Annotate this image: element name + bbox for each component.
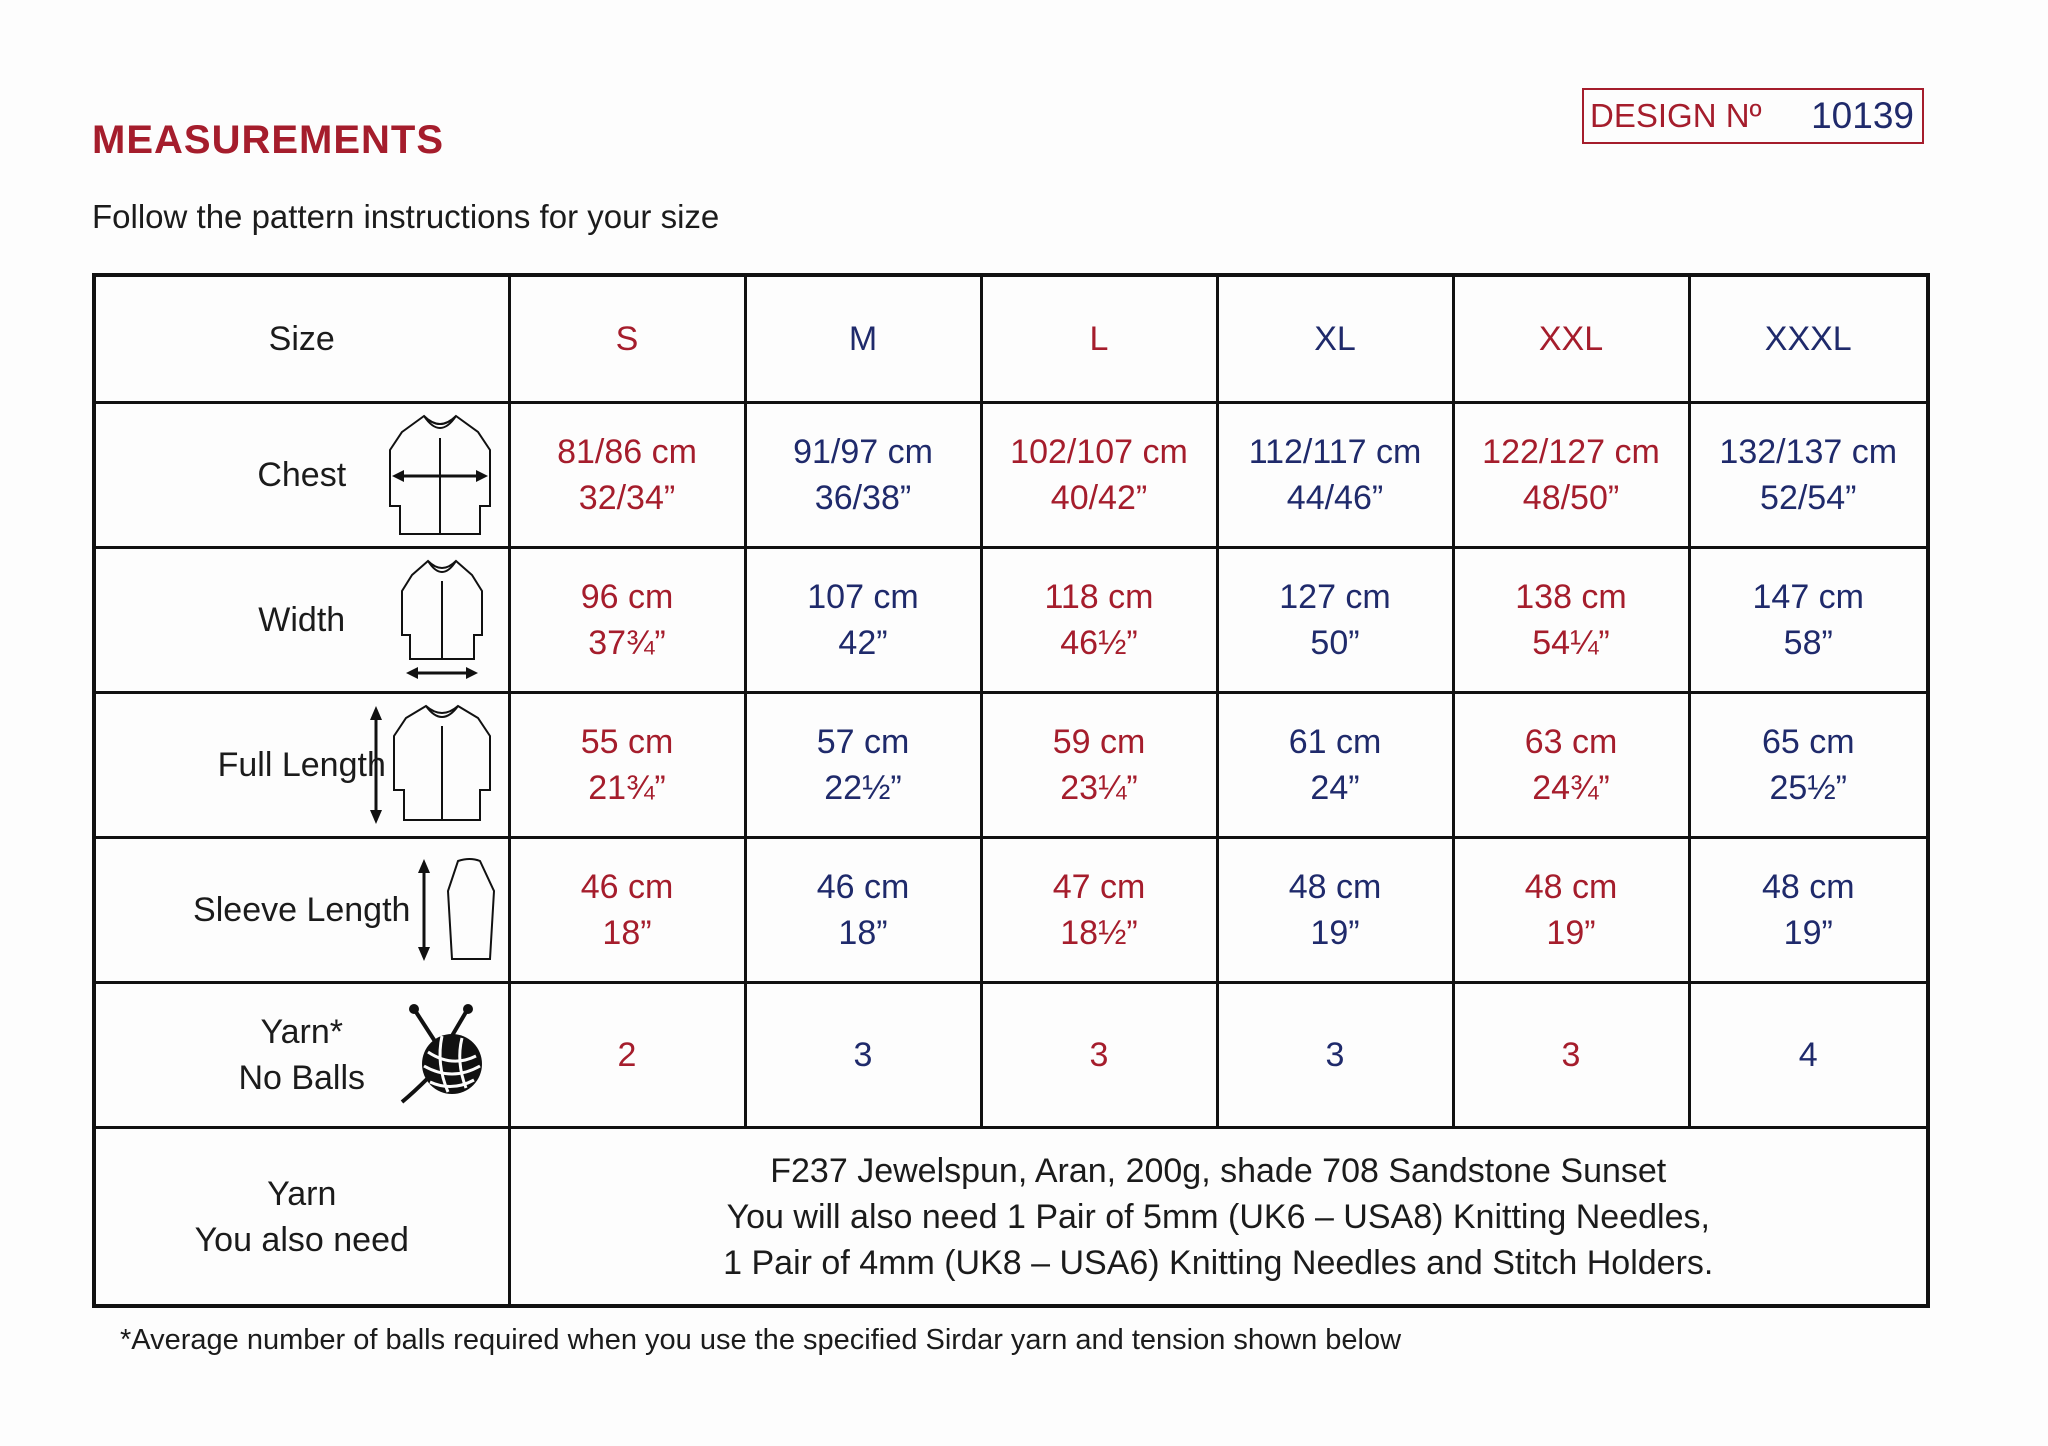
width-cell-xxxl: 147 cm 58” [1689,548,1928,693]
sleeve-cell-l: 47 cm 18½” [981,838,1217,983]
balls-cell-m: 3 [745,983,981,1128]
balls-cell-l: 3 [981,983,1217,1128]
size-header-xxxl: XXXL [1689,275,1928,403]
size-header-m: M [745,275,981,403]
length-cell-xxl: 63 cm 24¾” [1453,693,1689,838]
table-row-yarn-needs [94,1128,1928,1307]
width-cell-s: 96 cm 37¾” [509,548,745,693]
width-cell-m: 107 cm 42” [745,548,981,693]
balls-cell-s: 2 [509,983,745,1128]
design-number: 10139 [1811,95,1914,136]
design-label: DESIGN Nº [1590,97,1762,134]
chest-cell-m: 91/97 cm 36/38” [745,403,981,548]
width-garment-icon [396,555,488,685]
sleeve-cell-xxl: 48 cm 19” [1453,838,1689,983]
length-cell-s: 55 cm 21¾” [509,693,745,838]
sleeve-cell-xl: 48 cm 19” [1217,838,1453,983]
balls-cell-xl: 3 [1217,983,1453,1128]
table-row-sleeve-length [94,838,1928,983]
row-label-sleeve-length: Sleeve Length [94,838,509,983]
chest-cell-xxl: 122/127 cm 48/50” [1453,403,1689,548]
row-label-yarn-needs: Yarn You also need [94,1128,509,1307]
length-cell-m: 57 cm 22½” [745,693,981,838]
measurements-table [92,273,1930,1308]
size-header-l: L [981,275,1217,403]
chest-cell-s: 81/86 cm 32/34” [509,403,745,548]
row-label-width: Width [94,548,509,693]
size-header-s: S [509,275,745,403]
balls-cell-xxl: 3 [1453,983,1689,1128]
sleeve-icon [414,855,500,965]
row-label-yarn-balls: Yarn* No Balls [94,983,509,1128]
yarn-details-line: You will also need 1 Pair of 5mm (UK6 – USA8) Knitting Needles, [726,1197,1710,1236]
chest-cell-xxxl: 132/137 cm 52/54” [1689,403,1928,548]
chest-cell-l: 102/107 cm 40/42” [981,403,1217,548]
yarn-details [509,1128,1928,1307]
sleeve-cell-m: 46 cm 18” [745,838,981,983]
table-row-width [94,548,1928,693]
sleeve-cell-xxxl: 48 cm 19” [1689,838,1928,983]
length-cell-xl: 61 cm 24” [1217,693,1453,838]
size-row [94,275,1928,403]
page-title: MEASUREMENTS [92,118,445,162]
subtitle: Follow the pattern instructions for your size [92,198,720,235]
chest-garment-icon [384,410,496,540]
footnote: *Average number of balls required when you use the specified Sirdar yarn and tension shown below [120,1324,1402,1356]
width-cell-xxl: 138 cm 54¼” [1453,548,1689,693]
width-cell-l: 118 cm 46½” [981,548,1217,693]
balls-cell-xxxl: 4 [1689,983,1928,1128]
sleeve-cell-s: 46 cm 18” [509,838,745,983]
row-label-chest: Chest [94,403,509,548]
yarn-details-line: F237 Jewelspun, Aran, 200g, shade 708 Sandstone Sunset [770,1151,1667,1190]
size-header-xl: XL [1217,275,1453,403]
design-number-box [1582,88,1924,144]
chest-cell-xl: 112/117 cm 44/46” [1217,403,1453,548]
width-cell-xl: 127 cm 50” [1217,548,1453,693]
yarn-details-line: 1 Pair of 4mm (UK8 – USA6) Knitting Needles and Stitch Holders. [723,1243,1714,1282]
row-label-full-length: Full Length [94,693,509,838]
table-row-yarn-balls [94,983,1928,1128]
length-cell-xxxl: 65 cm 25½” [1689,693,1928,838]
row-label-size: Size [94,275,509,403]
size-header-xxl: XXL [1453,275,1689,403]
length-cell-l: 59 cm 23¼” [981,693,1217,838]
table-row-full-length [94,693,1928,838]
table-row-chest [94,403,1928,548]
